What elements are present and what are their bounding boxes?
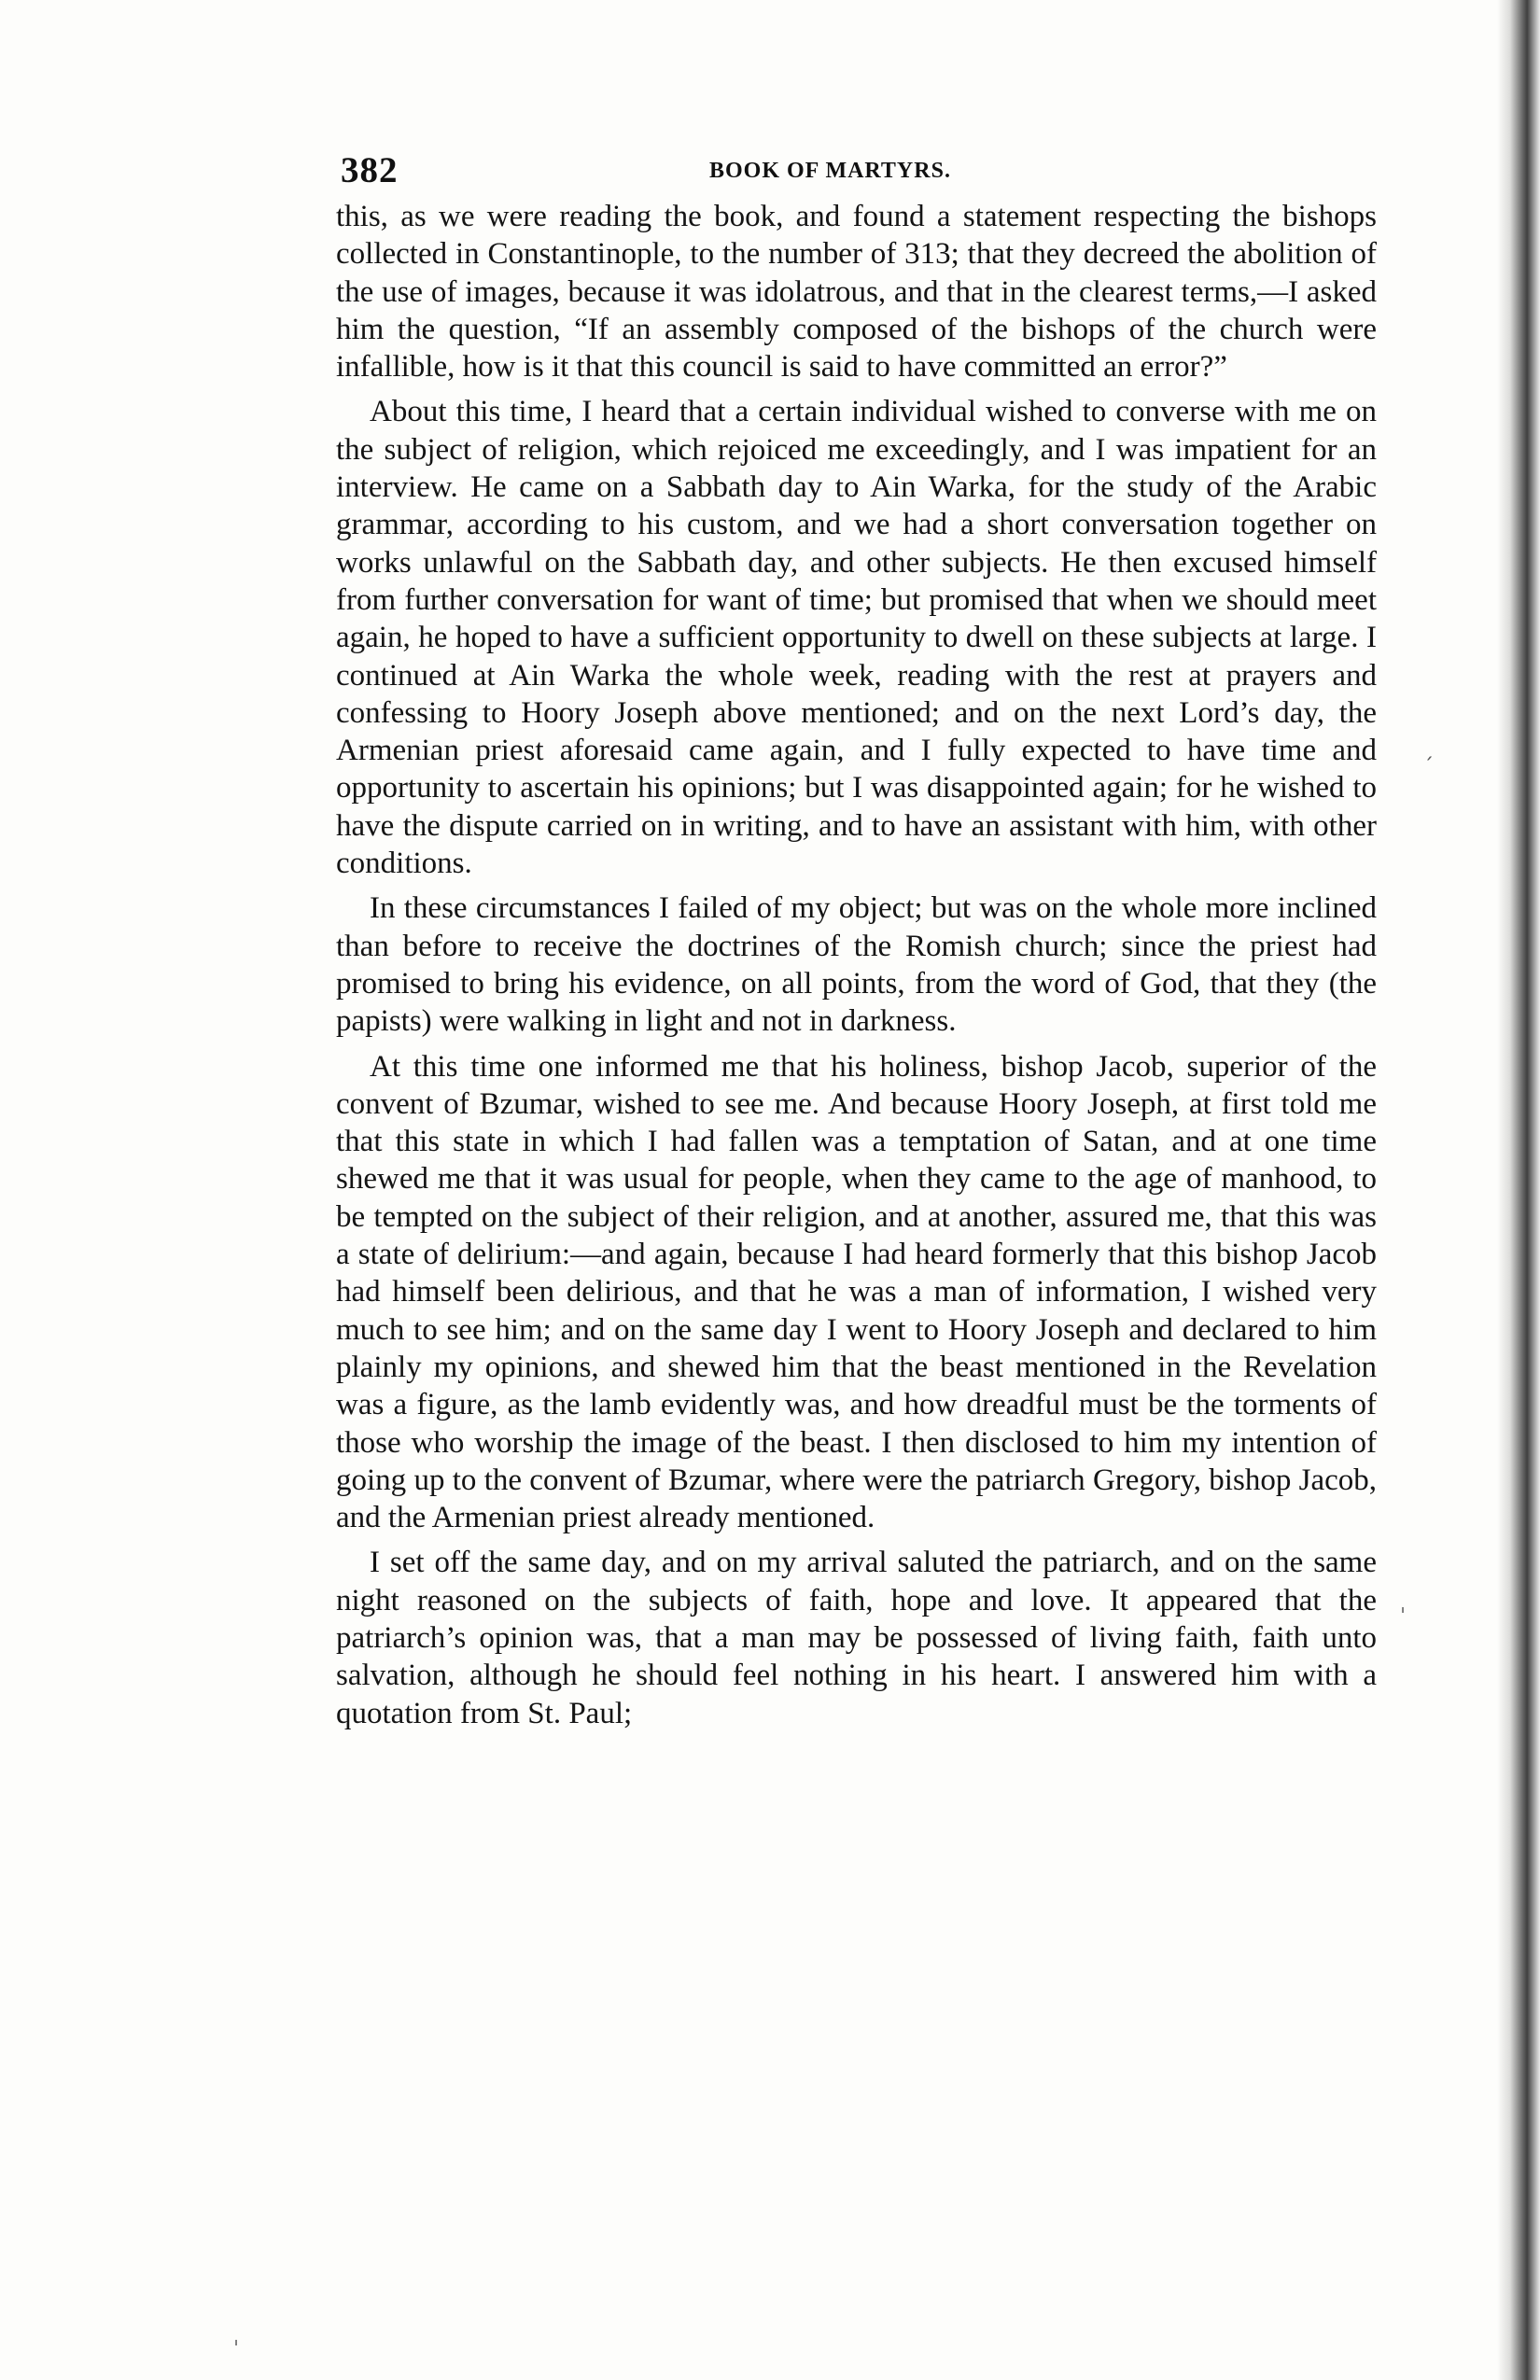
stray-mark-decoration: ˏ	[1423, 737, 1434, 761]
paragraph: I set off the same day, and on my arrival saluted the patriarch, and on the same night reasoned on the subjects of faith, hope and love. It appeared that the patriarch’s opinion was, that a man may be possessed of living faith, faith unto salvation, although he should feel nothing in his heart. I answered him with a quotation from St. Paul;	[336, 1546, 1377, 1730]
paragraph: In these circumstances I failed of my object; but was on the whole more inclined than before to receive the doctrines of the Romish church; since the priest had promised to bring his evidence, on all points, from the word of God, that they (the papists) were walking in light and not in darkness.	[336, 891, 1377, 1039]
page-number: 382	[341, 150, 399, 190]
running-title: BOOK OF MARTYRS.	[709, 159, 951, 183]
paragraph-continued: this, as we were reading the book, and found a statement respecting the bishops collected in Constantinople, to the number of 313; that they decreed the abolition of the use of images, because it was idolatrous, and that in the clearest terms,—I asked him the question, “If an assembly composed of the bishops of the church were infallible, how is it that this council is said to have committed an error?”	[336, 200, 1377, 385]
paragraph: About this time, I heard that a certain individual wished to converse with me on the subject of religion, which rejoiced me exceedingly, and I was impatient for an interview. He came on a Sabbath day to Ain Warka, for the study of the Arabic grammar, according to his custom, and we had a short conversation together on works unlawful on the Sabbath day, and other subjects. He then excused himself from further conversation for want of time; but promised that when we should meet again, he hoped to have a sufficient opportunity to dwell on these subjects at large. I continued at Ain Warka the whole week, reading with the rest at prayers and confessing to Hoory Joseph above mentioned; and on the next Lord’s day, the Armenian priest aforesaid came again, and I fully expected to have time and opportunity to ascertain his opinions; but I was disappointed again; for he wished to have the dispute carried on in writing, and to have an assistant with him, with other conditions.	[336, 395, 1377, 881]
page-binding-edge	[1497, 0, 1540, 2380]
body-text	[336, 198, 1377, 1740]
running-head	[341, 149, 1377, 196]
stray-mark-decoration: ˈ	[233, 2338, 240, 2361]
stray-mark-decoration: ˈ	[1400, 1605, 1407, 1629]
paragraph: At this time one informed me that his holiness, bishop Jacob, superior of the convent of Bzumar, wished to see me. And because Hoory Joseph, at first told me that this state in which I had fallen was a temptation of Satan, and at one time shewed me that it was usual for people, when they came to the age of manhood, to be tempted on the subject of their religion, and at another, assured me, that this was a state of delirium:—and again, because I had heard formerly that this bishop Jacob had himself been delirious, and that he was a man of information, I wished very much to see him; and on the same day I went to Hoory Joseph and declared to him plainly my opinions, and shewed him that the beast mentioned in the Revelation was a figure, as the lamb evidently was, and how dreadful must be the torments of those who worship the image of the beast. I then disclosed to him my intention of going up to the convent of Bzumar, where were the patriarch Gregory, bishop Jacob, and the Armenian priest already mentioned.	[336, 1049, 1377, 1535]
